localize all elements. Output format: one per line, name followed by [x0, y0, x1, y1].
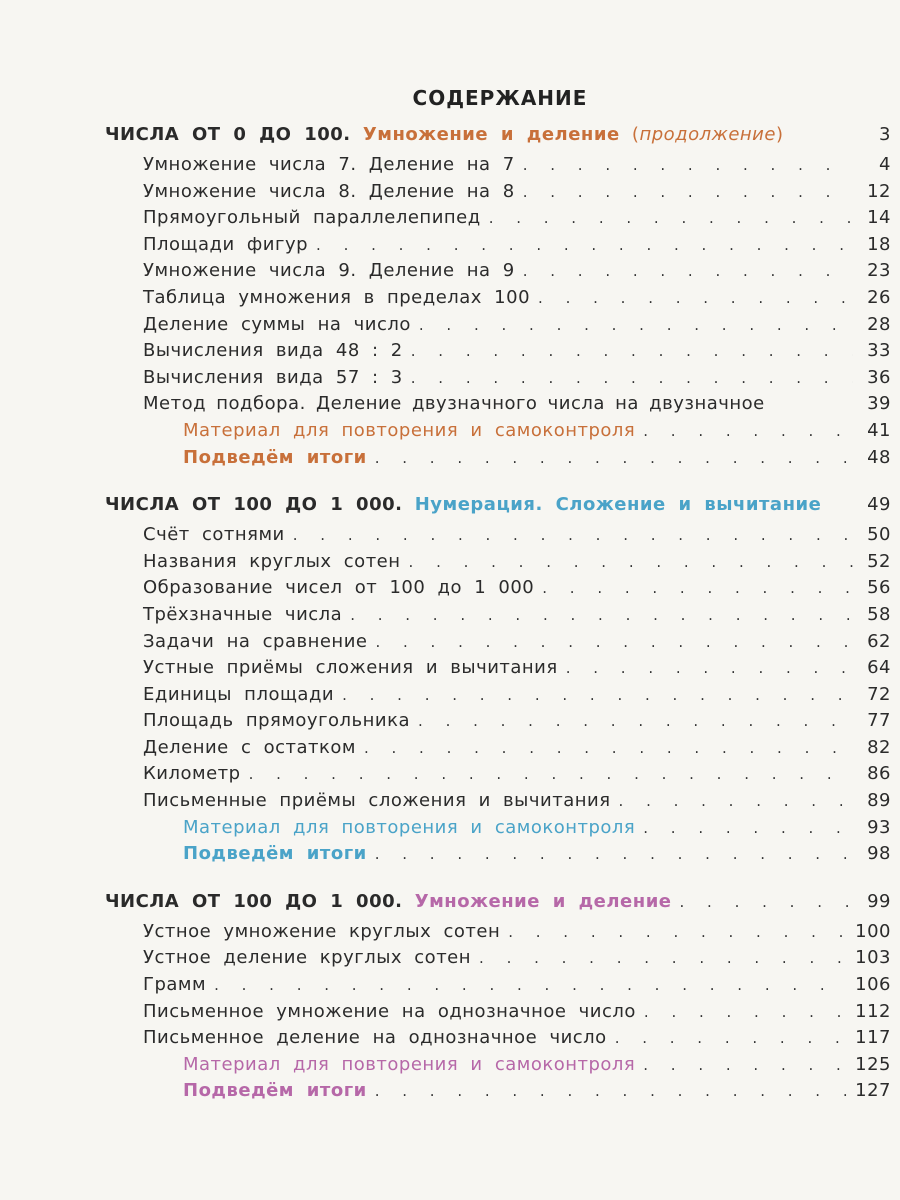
page-number: 14	[867, 207, 891, 229]
leader-dots	[566, 659, 853, 677]
entry-label: Письменное умножение на однозначное число	[143, 1000, 636, 1022]
entry-label: Названия круглых сотен	[143, 550, 401, 572]
page-number: 99	[867, 890, 891, 912]
toc-entry[interactable]	[105, 604, 891, 631]
toc-entry[interactable]	[105, 763, 891, 790]
toc-entry[interactable]	[105, 737, 891, 764]
page-number: 56	[867, 577, 891, 599]
paren-open: (	[631, 124, 640, 145]
entry-label: Площадь прямоугольника	[143, 710, 411, 732]
entry-label: Умножение числа 8. Деление на 8	[143, 180, 515, 202]
section-topic: Умножение и деление	[362, 124, 620, 145]
toc-summary-entry[interactable]	[105, 1080, 891, 1107]
entry-label: Прямоугольный параллелепипед	[143, 207, 481, 229]
toc-review-entry[interactable]	[105, 420, 891, 447]
leader-dots	[316, 236, 853, 254]
leader-dots	[418, 712, 853, 730]
page-number: 93	[867, 816, 891, 838]
leader-dots	[479, 949, 847, 967]
entry-label: Письменные приёмы сложения и вычитания	[143, 790, 611, 812]
page-number: 52	[867, 550, 891, 572]
section-number-range: ЧИСЛА ОТ 0 ДО 100.	[105, 124, 351, 145]
page-number: 39	[867, 393, 891, 415]
table-of-contents	[105, 124, 891, 1128]
page-number: 64	[867, 657, 891, 679]
entry-label: Задачи на сравнение	[143, 630, 368, 652]
page-number: 112	[855, 1000, 891, 1022]
entry-label: Грамм	[143, 974, 207, 996]
toc-entry[interactable]	[105, 287, 891, 314]
toc-summary-entry[interactable]	[105, 843, 891, 870]
entry-label: Километр	[143, 763, 241, 785]
entry-label: Устное умножение круглых сотен	[143, 920, 501, 942]
leader-dots	[615, 1029, 847, 1047]
leader-dots	[375, 845, 853, 863]
leader-dots	[293, 526, 853, 544]
toc-entry[interactable]	[105, 524, 891, 551]
toc-entry[interactable]	[105, 921, 891, 948]
leader-dots	[523, 262, 853, 280]
page-number: 72	[867, 683, 891, 705]
toc-entry[interactable]	[105, 234, 891, 261]
toc-review-entry[interactable]	[105, 1054, 891, 1081]
toc-entry[interactable]	[105, 657, 891, 684]
leader-dots	[538, 289, 853, 307]
leader-dots	[411, 369, 853, 387]
page-number: 86	[867, 763, 891, 785]
section-heading[interactable]	[105, 494, 891, 524]
toc-section-3	[105, 891, 891, 1107]
toc-entry[interactable]	[105, 207, 891, 234]
toc-section-2	[105, 494, 891, 870]
leader-dots	[523, 183, 853, 201]
page-number: 127	[855, 1080, 891, 1102]
entry-label: Умножение числа 7. Деление на 7	[143, 154, 515, 175]
toc-entry[interactable]	[105, 551, 891, 578]
toc-entry[interactable]	[105, 684, 891, 711]
page-number: 18	[867, 233, 891, 255]
entry-label: Единицы площади	[143, 683, 335, 705]
page-number: 77	[867, 710, 891, 732]
page-number: 33	[867, 340, 891, 362]
leader-dots	[375, 449, 853, 467]
section-continuation: продолжение	[639, 124, 776, 145]
paren-close: )	[775, 124, 784, 145]
toc-entry[interactable]	[105, 1001, 891, 1028]
toc-entry[interactable]	[105, 1027, 891, 1054]
summary-label: Подведём итоги	[183, 843, 367, 865]
page-number: 23	[867, 260, 891, 282]
toc-entry[interactable]	[105, 947, 891, 974]
leader-dots	[409, 553, 853, 571]
toc-entry[interactable]	[105, 790, 891, 817]
section-number-range: ЧИСЛА ОТ 100 ДО 1 000.	[105, 494, 403, 516]
entry-label: Деление суммы на число	[143, 313, 411, 335]
page-number: 100	[855, 920, 891, 942]
leader-dots	[411, 342, 853, 360]
section-number-range: ЧИСЛА ОТ 100 ДО 1 000.	[105, 890, 403, 912]
entry-label: Образование чисел от 100 до 1 000	[143, 577, 535, 599]
toc-section-1	[105, 124, 891, 473]
leader-dots	[249, 765, 853, 783]
toc-summary-entry[interactable]	[105, 447, 891, 474]
entry-label: Трёхзначные числа	[143, 603, 343, 625]
page-number: 3	[879, 124, 891, 145]
page-number: 106	[855, 974, 891, 996]
entry-label: Таблица умножения в пределах 100	[143, 286, 531, 308]
page-number: 49	[867, 494, 891, 516]
leader-dots	[619, 792, 853, 810]
entry-label: Вычисления вида 48 : 2	[143, 340, 403, 362]
entry-label: Деление с остатком	[143, 736, 356, 758]
page-title: СОДЕРЖАНИЕ	[412, 86, 588, 110]
page-number: 36	[867, 366, 891, 388]
section-heading[interactable]	[105, 124, 891, 154]
page-number: 41	[867, 419, 891, 441]
toc-entry[interactable]	[105, 181, 891, 208]
review-label: Материал для повторения и самоконтроля	[183, 419, 636, 441]
page-number: 125	[855, 1053, 891, 1075]
leader-dots	[643, 422, 853, 440]
toc-entry[interactable]	[105, 154, 891, 181]
page-number: 58	[867, 603, 891, 625]
leader-dots	[342, 686, 853, 704]
page-number: 28	[867, 313, 891, 335]
page-number: 26	[867, 286, 891, 308]
entry-label: Площади фигур	[143, 233, 309, 255]
page-number: 98	[867, 843, 891, 865]
toc-review-entry[interactable]	[105, 817, 891, 844]
entry-label: Устные приёмы сложения и вычитания	[143, 657, 558, 679]
leader-dots	[214, 976, 847, 994]
leader-dots	[364, 739, 853, 757]
entry-label: Устное деление круглых сотен	[143, 947, 472, 969]
toc-entry[interactable]	[105, 577, 891, 604]
leader-dots	[508, 923, 847, 941]
section-topic: Умножение и деление	[414, 890, 672, 912]
page-number: 89	[867, 790, 891, 812]
toc-entry[interactable]	[105, 260, 891, 287]
leader-dots	[643, 819, 853, 837]
leader-dots	[419, 316, 853, 334]
toc-entry[interactable]	[105, 631, 891, 658]
leader-dots	[375, 1082, 847, 1100]
page-number: 103	[855, 947, 891, 969]
page-number: 62	[867, 630, 891, 652]
review-label: Материал для повторения и самоконтроля	[183, 816, 636, 838]
page-number: 117	[855, 1027, 891, 1049]
leader-dots	[643, 1056, 847, 1074]
toc-entry[interactable]	[105, 393, 891, 420]
toc-entry[interactable]	[105, 367, 891, 394]
leader-dots	[523, 156, 853, 174]
page-number: 12	[867, 180, 891, 202]
summary-label: Подведём итоги	[183, 1080, 367, 1102]
review-label: Материал для повторения и самоконтроля	[183, 1053, 636, 1075]
toc-entry[interactable]	[105, 710, 891, 737]
section-heading[interactable]	[105, 891, 891, 921]
leader-dots	[375, 633, 853, 651]
toc-entry[interactable]	[105, 974, 891, 1001]
leader-dots	[489, 209, 853, 227]
leader-dots	[542, 579, 853, 597]
entry-label: Счёт сотнями	[143, 524, 285, 546]
toc-entry[interactable]	[105, 314, 891, 341]
entry-label: Письменное деление на однозначное число	[143, 1027, 607, 1049]
leader-dots	[350, 606, 853, 624]
leader-dots	[644, 1003, 847, 1021]
entry-label: Умножение числа 9. Деление на 9	[143, 260, 515, 282]
toc-entry[interactable]	[105, 340, 891, 367]
leader-dots	[680, 893, 853, 911]
section-topic: Нумерация. Сложение и вычитание	[414, 494, 822, 516]
page-number: 82	[867, 736, 891, 758]
page-number: 48	[867, 446, 891, 468]
entry-label: Метод подбора. Деление двузначного числа на двузначное	[143, 393, 765, 415]
page-number: 50	[867, 524, 891, 546]
summary-label: Подведём итоги	[183, 446, 367, 468]
entry-label: Вычисления вида 57 : 3	[143, 366, 403, 388]
page-number: 4	[879, 154, 891, 175]
